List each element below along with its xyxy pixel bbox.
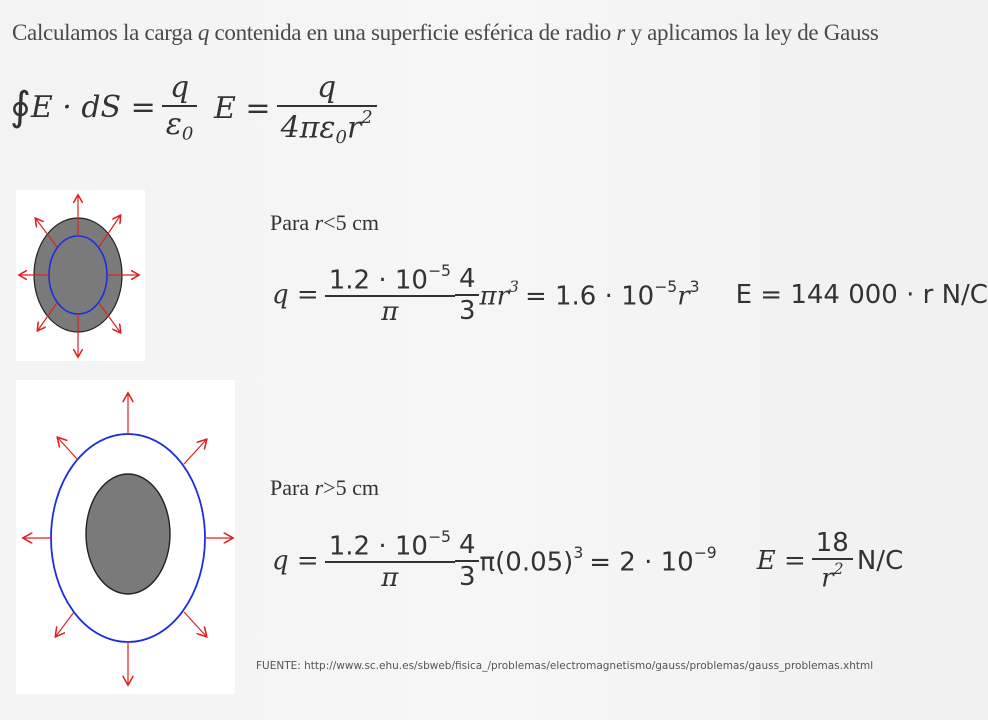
result-base: = 2 · 10 [589, 547, 694, 578]
case-outside-cond: >5 cm [323, 475, 379, 500]
charge-result [589, 544, 716, 577]
frac-num-exp: −5 [427, 528, 451, 546]
volume-tail [479, 544, 583, 577]
field-fraction [277, 70, 377, 148]
field-outside-fraction [812, 528, 853, 593]
diagram-outside-sphere [16, 380, 235, 694]
result-r: r [677, 281, 690, 312]
result-exp: −9 [693, 544, 717, 562]
charge-fraction-num [325, 528, 455, 561]
frac-num-base: 1.2 · 10 [328, 265, 428, 296]
tail-exp: 3 [509, 278, 519, 296]
volume-num: 4 [458, 529, 476, 560]
tail-base: πr [479, 281, 510, 312]
volume-fraction [455, 530, 480, 592]
title-var-r: r [616, 20, 626, 45]
gauss-lhs: E · dS = [30, 89, 156, 125]
field-general-formula [214, 70, 377, 148]
field-outside-den-r: r [821, 563, 834, 594]
epsilon-subscript: 0 [181, 123, 194, 145]
volume-fraction [455, 264, 480, 326]
result-exp: −5 [654, 278, 678, 296]
field-den-sub: 0 [335, 126, 347, 148]
charge-fraction-num [325, 262, 455, 295]
q-lhs: q = [272, 279, 319, 310]
volume-den: 3 [455, 294, 480, 326]
gauss-denominator [162, 105, 198, 144]
outside-sphere-svg [16, 380, 235, 694]
charge-fraction-den: π [325, 295, 455, 327]
gauss-numerator: q [169, 70, 190, 105]
title-var-q: q [197, 20, 210, 45]
inside-sphere-svg [16, 190, 145, 361]
title-text-2: contenida en una superficie esférica de radio [209, 20, 617, 45]
case-outside-prefix: Para [270, 475, 315, 500]
epsilon: ε [165, 107, 182, 142]
gauss-law-formula [10, 70, 197, 144]
gauss-fraction [162, 70, 198, 144]
integral-symbol: ∮ [10, 84, 31, 131]
volume-tail [479, 278, 518, 311]
field-numerator: q [317, 70, 337, 105]
title-text-1: Calculamos la carga [12, 20, 198, 45]
field-outside-unit: N/C [856, 545, 904, 576]
tail-exp: 3 [573, 544, 584, 562]
charge-result [525, 278, 700, 311]
case-outside-label [270, 475, 379, 501]
case-inside-cond: <5 cm [323, 210, 379, 235]
case-inside-var: r [314, 210, 324, 235]
field-outside-den-exp: 2 [833, 560, 844, 578]
case-inside-prefix: Para [270, 210, 315, 235]
q-lhs: q = [272, 545, 319, 576]
tail-base: π(0.05) [479, 547, 574, 578]
charge-fraction [325, 262, 455, 327]
field-outside-lhs: E = [756, 545, 806, 576]
field-den-r: r [346, 110, 362, 146]
field-outside-den [812, 558, 853, 593]
field-lhs: E = [214, 91, 271, 127]
field-denominator [277, 105, 377, 148]
field-inside: E = 144 000 · r N/C [735, 279, 988, 310]
page-title [12, 20, 879, 46]
volume-den: 3 [455, 560, 480, 592]
field-den-exp: 2 [361, 107, 373, 128]
result-r-exp: 3 [689, 278, 700, 296]
case-inside-formula [272, 262, 988, 327]
arrow-upright [184, 440, 206, 464]
volume-num: 4 [458, 263, 476, 294]
source-citation: FUENTE: http://www.sc.ehu.es/sbweb/fisica_/problemas/electromagnetismo/gauss/problemas/gauss_problemas.xhtml [256, 660, 874, 672]
arrow-downleft [56, 612, 74, 636]
field-den-coef: 4πε [280, 110, 336, 146]
case-outside-var: r [314, 475, 324, 500]
charge-fraction [325, 528, 455, 593]
frac-num-base: 1.2 · 10 [328, 531, 428, 562]
frac-num-exp: −5 [427, 262, 451, 280]
result-base: = 1.6 · 10 [524, 281, 655, 312]
arrow-upleft [58, 438, 78, 460]
arrow-downright [184, 612, 206, 636]
case-inside-label [270, 210, 379, 236]
title-text-3: y aplicamos la ley de Gauss [625, 20, 879, 45]
diagram-inside-sphere [16, 190, 145, 361]
field-outside-num: 18 [815, 528, 849, 558]
charged-sphere-inner [86, 474, 170, 594]
case-outside-formula [272, 528, 903, 593]
charge-fraction-den: π [325, 561, 455, 593]
